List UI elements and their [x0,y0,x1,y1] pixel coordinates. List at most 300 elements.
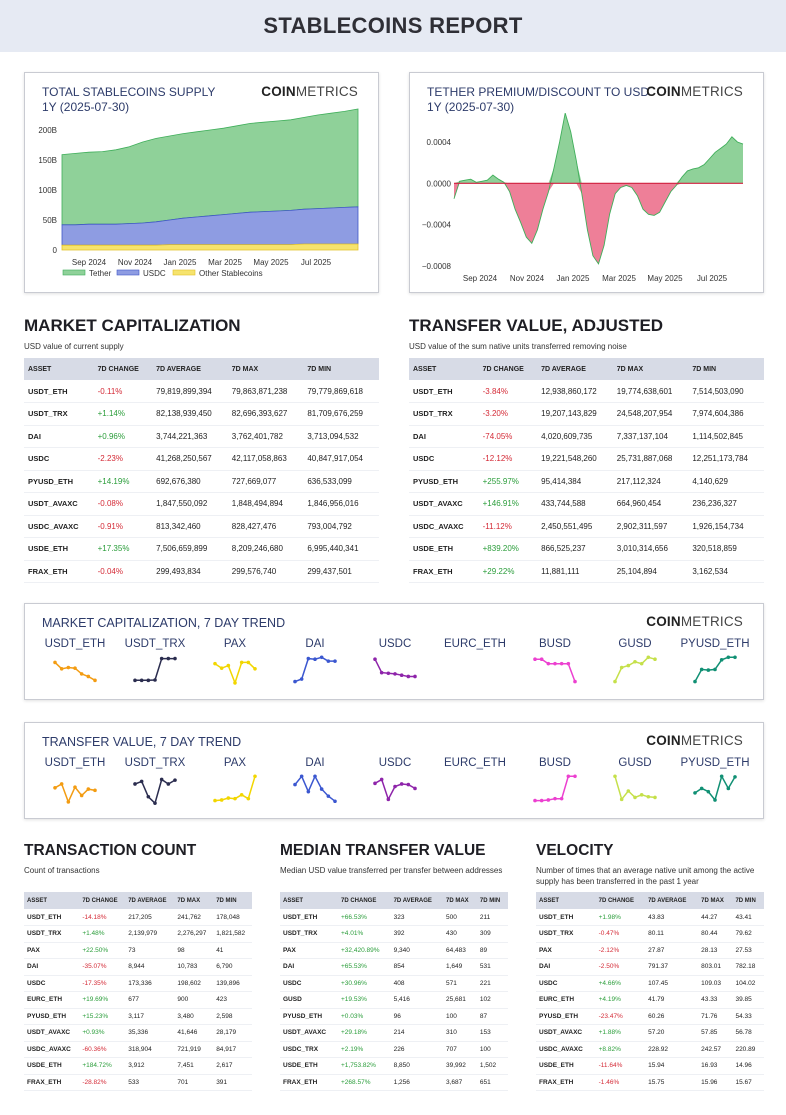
trend-item [115,757,195,811]
value-cell: 56.78 [732,1025,764,1042]
value-cell: 8,209,246,680 [228,538,304,561]
trend-asset-label: EURC_ETH [444,638,506,650]
change-cell: +4.19% [596,992,645,1009]
column-header: ASSET [24,358,94,380]
median-transfer-subtitle: Median USD value transferred per transfer between addresses [280,866,503,875]
value-cell: 1,847,550,092 [152,493,228,516]
change-cell: +1.98% [596,909,645,926]
change-cell: +839.20% [479,538,538,561]
table-row [24,560,379,583]
trend-item [275,638,355,692]
sparkline-point [167,782,171,786]
trend-item [35,638,115,692]
value-cell: 217,112,324 [613,470,689,493]
sparkline-point [707,790,711,794]
change-cell: +19.53% [338,992,391,1009]
value-cell: 1,821,582 [213,926,252,943]
coinmetrics-logo: COINMETRICS [646,614,743,629]
sparkline-point [633,660,637,664]
value-cell: 15.96 [698,1074,732,1091]
value-cell: 3,912 [125,1058,174,1075]
change-cell: +4.66% [596,975,645,992]
table-row [409,448,764,471]
sparkline-point [727,787,731,791]
value-cell: 12,938,860,172 [537,380,613,403]
asset-cell: PAX [536,942,596,959]
transfer-value-table [409,358,764,583]
sparkline-point [313,657,317,661]
trend-asset-label: USDT_TRX [124,638,186,650]
value-cell: 531 [477,959,508,976]
table-row [24,515,379,538]
column-header: 7D CHANGE [94,358,153,380]
change-cell: -74.05% [479,425,538,448]
value-cell: 100 [477,1041,508,1058]
value-cell: 39,992 [443,1058,477,1075]
asset-cell: EURC_ETH [536,992,596,1009]
value-cell: 96 [391,1008,443,1025]
value-cell: 211 [477,909,508,926]
value-cell: 2,598 [213,1008,252,1025]
trend-item [595,638,675,692]
trend-asset-label: PYUSD_ETH [680,757,750,769]
value-cell: 19,774,638,601 [613,380,689,403]
sparkline-point [620,798,624,802]
asset-cell: USDT_ETH [280,909,338,926]
value-cell: 241,762 [174,909,213,926]
column-header: 7D CHANGE [338,892,391,909]
table-row [24,1041,252,1058]
value-cell: 80.44 [698,926,732,943]
value-cell: 2,617 [213,1058,252,1075]
value-cell: 854 [391,959,443,976]
value-cell: 7,451 [174,1058,213,1075]
value-cell: 102 [477,992,508,1009]
value-cell: 791.37 [645,959,698,976]
table-row [409,403,764,426]
y-tick-label: 0.0004 [426,138,451,147]
column-header: 7D CHANGE [479,358,538,380]
value-cell: 310 [443,1025,477,1042]
value-cell: 323 [391,909,443,926]
sparkline-point [133,782,137,786]
value-cell: 1,848,494,894 [228,493,304,516]
value-cell: 173,336 [125,975,174,992]
asset-cell: FRAX_ETH [280,1074,338,1091]
premium-chart [410,73,763,292]
asset-cell: USDT_ETH [409,380,479,403]
value-cell: 692,676,380 [152,470,228,493]
column-header: 7D MIN [732,892,764,909]
sparkline [115,650,195,692]
column-header: 7D AVERAGE [537,358,613,380]
asset-cell: USDT_ETH [24,909,79,926]
value-cell: 19,207,143,829 [537,403,613,426]
median-transfer-table [280,892,508,1091]
value-cell: 40,847,917,054 [303,448,379,471]
value-cell: 677 [125,992,174,1009]
change-cell: +14.19% [94,470,153,493]
report-title: STABLECOINS REPORT [263,13,523,38]
value-cell: 79,819,899,394 [152,380,228,403]
trend-asset-label: BUSD [539,757,571,769]
change-cell: +0.96% [94,425,153,448]
change-cell: -28.82% [79,1074,125,1091]
market-cap-table [24,358,379,583]
trend-asset-label: GUSD [618,638,652,650]
table-row [24,403,379,426]
value-cell: 3,010,314,656 [613,538,689,561]
sparkline-point [613,680,617,684]
value-cell: 153 [477,1025,508,1042]
value-cell: 98 [174,942,213,959]
change-cell: -17.35% [79,975,125,992]
asset-cell: USDC [536,975,596,992]
value-cell: 5,416 [391,992,443,1009]
column-header: 7D MAX [698,892,732,909]
value-cell: 15.67 [732,1074,764,1091]
value-cell: 95,414,384 [537,470,613,493]
sparkline-point [307,790,311,794]
trend-asset-label: PAX [223,638,247,650]
value-cell: 707 [443,1041,477,1058]
supply-chart-panel [24,72,379,293]
asset-cell: USDC_TRX [280,1041,338,1058]
legend-swatch [117,270,139,275]
value-cell: 25,731,887,068 [613,448,689,471]
transfer-value-title: TRANSFER VALUE, ADJUSTED [409,316,664,335]
value-cell: 242.57 [698,1041,732,1058]
sparkline-point [53,786,57,790]
value-cell: 727,669,077 [228,470,304,493]
value-cell: 14.96 [732,1058,764,1075]
asset-cell: USDT_TRX [409,403,479,426]
change-cell: -2.50% [596,959,645,976]
y-tick-label: 0.0000 [426,179,451,189]
report-header [0,0,786,52]
sparkline [675,769,755,811]
sparkline-point [67,666,71,670]
change-cell: +1.88% [596,1025,645,1042]
sparkline-point [693,791,697,795]
asset-cell: PAX [280,942,338,959]
x-tick-label: Sep 2024 [71,258,107,267]
value-cell: 3,687 [443,1074,477,1091]
value-cell: 25,104,894 [613,560,689,583]
value-cell: 2,276,297 [174,926,213,943]
table-row [24,538,379,561]
asset-cell: USDT_AVAXC [280,1025,338,1042]
market-cap-trend-title: MARKET CAPITALIZATION, 7 DAY TREND [42,616,286,630]
trend-item [355,757,435,811]
value-cell: 139,896 [213,975,252,992]
value-cell: 228.92 [645,1041,698,1058]
sparkline-point [220,798,224,802]
table-row [24,1058,252,1075]
sparkline-point [373,782,377,786]
asset-cell: USDT_AVAXC [24,493,94,516]
premium-chart-panel [409,72,764,293]
y-tick-label: −0.0004 [421,220,451,230]
column-header: 7D MAX [228,358,304,380]
value-cell: 28.13 [698,942,732,959]
sparkline-line [215,662,255,683]
table-row [280,942,508,959]
value-cell: 793,004,792 [303,515,379,538]
table-row [409,380,764,403]
sparkline-point [567,662,571,666]
value-cell: 636,533,099 [303,470,379,493]
sparkline-point [567,774,571,778]
change-cell: -35.07% [79,959,125,976]
value-cell: 104.02 [732,975,764,992]
sparkline [675,650,755,692]
value-cell: 11,881,111 [537,560,613,583]
legend-label: USDC [143,269,166,278]
value-cell: 651 [477,1074,508,1091]
sparkline-point [573,680,577,684]
value-cell: 15.75 [645,1074,698,1091]
sparkline-point [707,668,711,672]
change-cell: +66.53% [338,909,391,926]
value-cell: 803.01 [698,959,732,976]
value-cell: 299,493,834 [152,560,228,583]
sparkline-point [173,657,177,661]
value-cell: 27.87 [645,942,698,959]
asset-cell: USDT_AVAXC [536,1025,596,1042]
value-cell: 2,139,979 [125,926,174,943]
table-row [24,959,252,976]
sparkline-point [693,680,697,684]
sparkline-point [213,799,217,803]
value-cell: 4,140,629 [688,470,764,493]
trend-asset-label: USDT_ETH [44,757,106,769]
value-cell: 41.79 [645,992,698,1009]
x-tick-label: Jan 2025 [556,274,590,283]
value-cell: 71.76 [698,1008,732,1025]
sparkline [275,650,355,692]
value-cell: 299,437,501 [303,560,379,583]
asset-cell: USDE_ETH [24,1058,79,1075]
sparkline-point [140,780,144,784]
tx-count-subtitle: Count of transactions [24,866,100,875]
sparkline-point [560,662,564,666]
sparkline-point [327,659,331,663]
legend-swatch [63,270,85,275]
value-cell: 828,427,476 [228,515,304,538]
table-row [409,515,764,538]
value-cell: 43.41 [732,909,764,926]
change-cell: -0.11% [94,380,153,403]
sparkline-point [80,672,84,676]
value-cell: 109.03 [698,975,732,992]
value-cell: 15.94 [645,1058,698,1075]
sparkline-point [400,673,404,677]
trend-asset-label: USDC [378,757,412,769]
change-cell: +0.03% [338,1008,391,1025]
value-cell: 82,138,939,450 [152,403,228,426]
trend-asset-label: USDT_ETH [44,638,106,650]
asset-cell: PYUSD_ETH [536,1008,596,1025]
market-cap-title: MARKET CAPITALIZATION [24,316,241,335]
value-cell: 9,340 [391,942,443,959]
table-row [24,448,379,471]
value-cell: 3,117 [125,1008,174,1025]
sparkline-point [240,793,244,797]
sparkline-point [700,668,704,672]
change-cell: +32,420.89% [338,942,391,959]
change-cell: -11.12% [479,515,538,538]
sparkline-point [713,798,717,802]
table-row [536,1074,764,1091]
asset-cell: PYUSD_ETH [280,1008,338,1025]
change-cell: +29.22% [479,560,538,583]
sparkline-point [633,796,637,800]
velocity-table [536,892,764,1091]
asset-cell: FRAX_ETH [24,560,94,583]
value-cell: 221 [477,975,508,992]
sparkline-point [413,787,417,791]
value-cell: 89 [477,942,508,959]
asset-cell: USDC [24,975,79,992]
sparkline-point [720,774,724,778]
median-transfer-title: MEDIAN TRANSFER VALUE [280,842,486,859]
change-cell: +17.35% [94,538,153,561]
table-row [24,1008,252,1025]
sparkline-point [653,796,657,800]
premium-positive-area [454,113,743,183]
value-cell: 41,646 [174,1025,213,1042]
value-cell: 57.20 [645,1025,698,1042]
table-row [24,926,252,943]
sparkline-point [387,798,391,802]
table-row [536,1008,764,1025]
table-header-row [536,892,764,909]
asset-cell: GUSD [280,992,338,1009]
value-cell: 571 [443,975,477,992]
value-cell: 408 [391,975,443,992]
asset-cell: USDC [280,975,338,992]
supply-chart-subtitle: 1Y (2025-07-30) [42,100,130,114]
sparkline-point [547,798,551,802]
value-cell: 299,576,740 [228,560,304,583]
sparkline-line [135,659,175,681]
column-header: 7D MAX [174,892,213,909]
value-cell: 226 [391,1041,443,1058]
change-cell: +4.01% [338,926,391,943]
table-row [24,493,379,516]
trend-item [355,638,435,692]
table-row [409,538,764,561]
sparkline [515,769,595,811]
value-cell: 82,696,393,627 [228,403,304,426]
column-header: ASSET [409,358,479,380]
sparkline-point [147,679,151,683]
table-row [280,1025,508,1042]
sparkline-point [293,783,297,787]
value-cell: 423 [213,992,252,1009]
value-cell: 3,762,401,782 [228,425,304,448]
trend-asset-label: GUSD [618,757,652,769]
sparkline [515,650,595,692]
velocity-subtitle: Number of times that an average native unit among the active supply has been transferred in the past 1 year [536,866,755,886]
asset-cell: USDC_AVAXC [24,1041,79,1058]
sparkline [355,769,435,811]
sparkline-point [227,664,231,668]
value-cell: 900 [174,992,213,1009]
column-header: 7D MIN [213,892,252,909]
change-cell: +29.18% [338,1025,391,1042]
sparkline-point [213,662,217,666]
sparkline-point [653,657,657,661]
sparkline-point [320,655,324,659]
trend-item [675,638,755,692]
change-cell: -3.84% [479,380,538,403]
sparkline [35,650,115,692]
sparkline-point [333,659,337,663]
column-header: 7D CHANGE [596,892,645,909]
value-cell: 320,518,859 [688,538,764,561]
table-row [536,1041,764,1058]
value-cell: 80.11 [645,926,698,943]
value-cell: 73 [125,942,174,959]
value-cell: 25,681 [443,992,477,1009]
change-cell: +15.23% [79,1008,125,1025]
sparkline-point [67,800,71,804]
supply-chart-title-line: TOTAL STABLECOINS SUPPLY [42,85,216,99]
value-cell: 3,480 [174,1008,213,1025]
value-cell: 7,974,604,386 [688,403,764,426]
x-tick-label: May 2025 [253,258,289,267]
sparkline-point [640,793,644,797]
sparkline-point [393,785,397,789]
value-cell: 79.62 [732,926,764,943]
trend-item [195,757,275,811]
trend-asset-label: EURC_ETH [444,757,506,769]
value-cell: 309 [477,926,508,943]
sparkline-point [640,662,644,666]
value-cell: 430 [443,926,477,943]
asset-cell: USDT_ETH [24,380,94,403]
asset-cell: FRAX_ETH [536,1074,596,1091]
value-cell: 107.45 [645,975,698,992]
asset-cell: USDC_AVAXC [536,1041,596,1058]
legend-label: Other Stablecoins [199,269,263,278]
asset-cell: EURC_ETH [24,992,79,1009]
asset-cell: USDC_AVAXC [24,515,94,538]
table-row [536,975,764,992]
table-row [24,975,252,992]
value-cell: 392 [391,926,443,943]
value-cell: 318,904 [125,1041,174,1058]
value-cell: 43.83 [645,909,698,926]
value-cell: 500 [443,909,477,926]
column-header: 7D MIN [688,358,764,380]
y-tick-label: 100B [38,186,57,195]
asset-cell: DAI [409,425,479,448]
trend-asset-label: PYUSD_ETH [680,638,750,650]
velocity-title: VELOCITY [536,842,614,859]
column-header: 7D AVERAGE [391,892,443,909]
change-cell: +1.14% [94,403,153,426]
sparkline-point [253,667,257,671]
change-cell: +8.82% [596,1041,645,1058]
sparkline-point [540,657,544,661]
market-cap-trend-panel [24,603,764,700]
sparkline-point [253,774,257,778]
table-row [280,975,508,992]
sparkline [195,650,275,692]
